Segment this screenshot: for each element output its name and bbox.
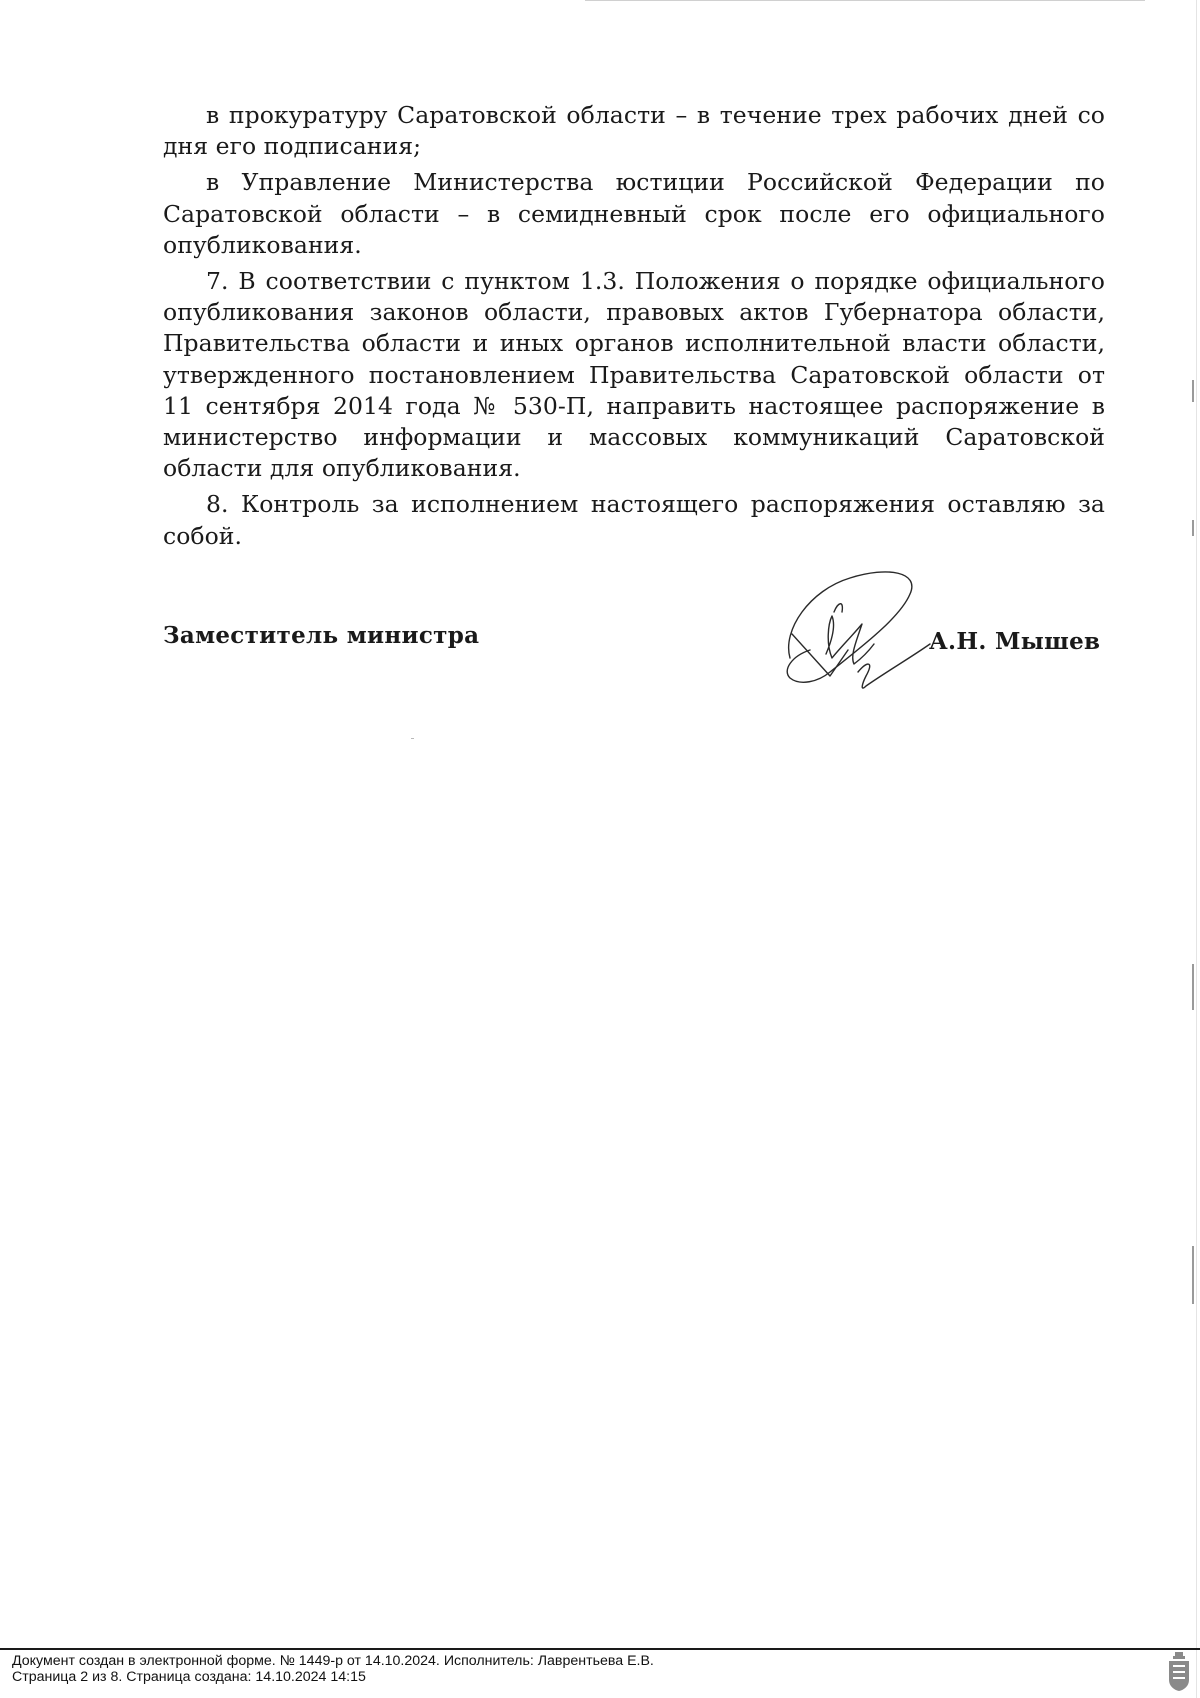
footer (0, 1648, 1200, 1698)
footer-document-info: Документ создан в электронной форме. № 1449-р от 14.10.2024. Исполнитель: Лаврентьева Е.В. (12, 1653, 654, 1669)
scan-mark (1192, 1246, 1194, 1304)
scan-mark (1192, 964, 1194, 1010)
paragraph-ministry-justice: в Управление Министерства юстиции Российской Федерации по Саратовской области – в семидневный срок после его официального опубликования. (163, 168, 1105, 259)
handwritten-signature (770, 560, 940, 700)
footer-text (12, 1653, 654, 1685)
paragraph-prosecutor: в прокуратуру Саратовской области – в течение трех рабочих дней со дня его подписания; (163, 101, 1105, 161)
signatory-title: Заместитель министра (163, 622, 480, 649)
scan-speck (411, 738, 414, 739)
coat-of-arms-icon (1166, 1652, 1192, 1692)
paragraph-7-publication: 7. В соответствии с пунктом 1.3. Положения о порядке официального опубликования законов области, правовых актов Губернатора области, Правительства области и иных органов исполнительной власти области, утвержденного постановлением Правительства Саратовской области от 11 сентября 2014 года № 530-П, направить настоящее распоряжение в министерство информации и массовых коммуникаций Саратовской области для опубликования. (163, 267, 1105, 483)
signatory-name: А.Н. Мышев (929, 628, 1101, 655)
footer-rule (0, 1648, 1200, 1650)
footer-page-info: Страница 2 из 8. Страница создана: 14.10.2024 14:15 (12, 1669, 366, 1685)
signature-block (0, 0, 1200, 760)
paragraph-8-control: 8. Контроль за исполнением настоящего распоряжения оставляю за собой. (163, 490, 1105, 550)
